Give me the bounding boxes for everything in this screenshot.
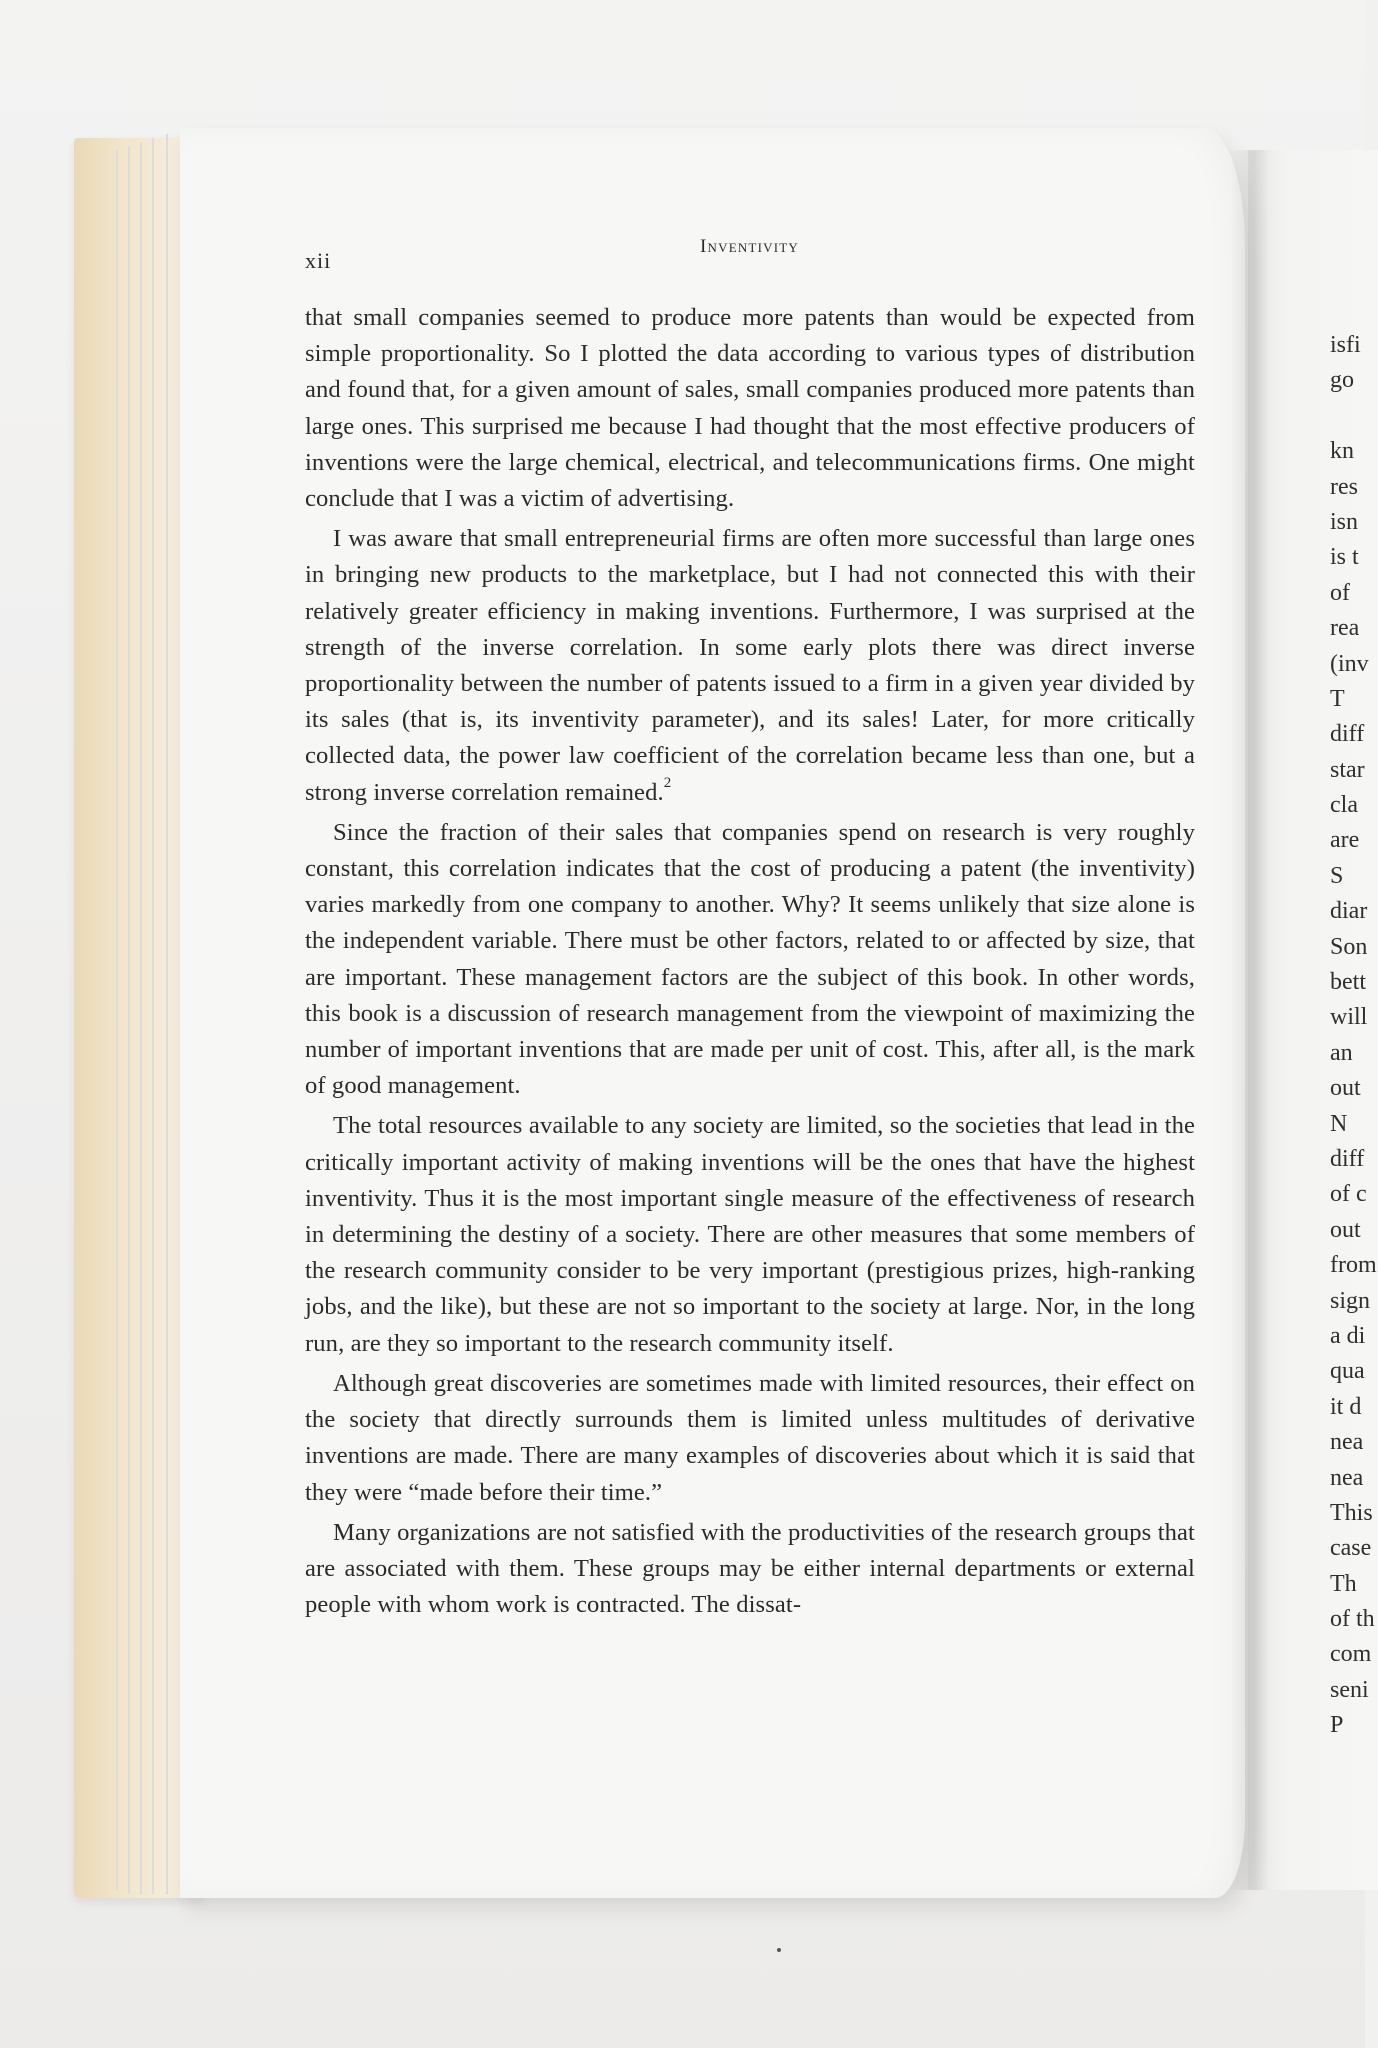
facing-line-fragment: Son [1330, 933, 1368, 960]
paragraph: Many organizations are not satisfied with the productivities of the research groups that are associated with them. These groups may be either internal departments or external people with whom work is contracted. The dissat- [305, 1518, 1195, 1619]
facing-line-fragment: of c [1330, 1181, 1367, 1208]
page-leaf-line [166, 134, 168, 1894]
facing-line-fragment: This [1330, 1499, 1373, 1526]
facing-line-fragment: N [1330, 1110, 1348, 1137]
paragraph [305, 521, 1195, 811]
facing-line-fragment: diff [1330, 1145, 1365, 1172]
facing-line-fragment: of th [1330, 1606, 1375, 1633]
surface-speck [777, 1948, 781, 1952]
facing-line-fragment: will [1330, 1004, 1368, 1031]
page-number: xii [305, 248, 332, 273]
facing-line-fragment: nea [1330, 1429, 1364, 1456]
body-text [305, 300, 1195, 1627]
facing-line-fragment: Th [1330, 1570, 1357, 1597]
paragraph: The total resources available to any society are limited, so the societies that lead in the critically important activity of making inventions will be the ones that have the highest inventivity. Thus it is the most important single measure of the effectiveness of research in determining the destiny of a society. There are other measures that some members of the research community consider to be very important (prestigious prizes, high-ranking jobs, and the like), but these are not so important to the society at large. Nor, in the long run, are they so important to the research community itself. [305, 1112, 1195, 1357]
page-leaf-line [140, 142, 142, 1894]
facing-line-fragment: are [1330, 827, 1360, 854]
paragraph-text: I was aware that small entrepreneurial firms are often more successful than large ones in bringing new products to the marketplace, but I had not connected this with their relatively greater efficiency in making inventions. Furthermore, I was surprised at the strength of the inverse correlation. In some early plots there was direct inverse proportionality between the number of patents issued to a firm in a given year divided by its sales (that is, its inventivity parameter), and its sales! Later, for more critically collected data, the power law coefficient of the correlation became less than one, but a strong inverse correlation remained. [305, 525, 1195, 806]
facing-line-fragment: from [1330, 1252, 1377, 1279]
facing-line-fragment: kn [1330, 438, 1354, 465]
facing-line-fragment: cla [1330, 792, 1358, 819]
facing-line-fragment: S [1330, 862, 1344, 889]
facing-line-fragment: com [1330, 1641, 1372, 1668]
facing-page-text [1330, 328, 1377, 1744]
facing-line-fragment: res [1330, 473, 1358, 500]
facing-line-fragment: bett [1330, 969, 1366, 996]
facing-line-fragment: case [1330, 1535, 1372, 1562]
facing-line-fragment: out [1330, 1216, 1361, 1243]
facing-line-fragment: diff [1330, 721, 1365, 748]
facing-line-fragment: star [1330, 756, 1365, 783]
facing-line-fragment [1330, 399, 1370, 434]
paragraph: Although great discoveries are sometimes made with limited resources, their effect on the society that directly surrounds them is limited unless multitudes of derivative inventions are made. There are many examples of discoveries about which it is said that they were “made before their time.” [305, 1369, 1195, 1506]
facing-line-fragment: rea [1330, 615, 1360, 642]
facing-line-fragment: out [1330, 1075, 1361, 1102]
facing-line-fragment: it d [1330, 1393, 1362, 1420]
running-head: Inventivity [700, 236, 799, 257]
facing-line-fragment: (inv [1330, 650, 1369, 677]
page-leaf-line [152, 138, 154, 1894]
facing-line-fragment: nea [1330, 1464, 1364, 1491]
facing-line-fragment: of [1330, 579, 1350, 606]
facing-line-fragment: is t [1330, 544, 1359, 571]
facing-line-fragment: T [1330, 685, 1345, 712]
facing-line-fragment: P [1330, 1712, 1344, 1739]
gutter-shadow [1230, 150, 1270, 1890]
facing-line-fragment: isfi [1330, 332, 1361, 358]
paragraph: that small companies seemed to produce more patents than would be expected from simple proportionality. So I plotted the data according to various types of distribution and found that, for a given amount of sales, small companies produced more patents than large ones. This surprised me because I had thought that the most effective producers of inventions were the large chemical, electrical, and telecommunications firms. One might conclude that I was a victim of advertising. [305, 304, 1195, 513]
paragraph: Since the fraction of their sales that companies spend on research is very roughly constant, this correlation indicates that the cost of producing a patent (the inventivity) varies markedly from one company to another. Why? It seems unlikely that size alone is the independent variable. There must be other factors, related to or affected by size, that are important. These management factors are the subject of this book. In other words, this book is a discussion of research management from the viewpoint of maximizing the number of important inventions that are made per unit of cost. This, after all, is the mark of good management. [305, 818, 1195, 1100]
footnote-marker: 2 [663, 775, 672, 792]
facing-line-fragment: an [1330, 1039, 1353, 1066]
page-header [305, 236, 1205, 276]
page-leaf-line [116, 150, 118, 1890]
page-leaf-line [128, 146, 130, 1894]
facing-line-fragment: go [1330, 367, 1354, 394]
facing-line-fragment: a di [1330, 1322, 1366, 1349]
facing-line-fragment: isn [1330, 508, 1359, 535]
facing-line-fragment: sign [1330, 1287, 1371, 1314]
facing-line-fragment: seni [1330, 1676, 1369, 1703]
facing-line-fragment: diar [1330, 898, 1368, 925]
facing-line-fragment: qua [1330, 1358, 1365, 1385]
